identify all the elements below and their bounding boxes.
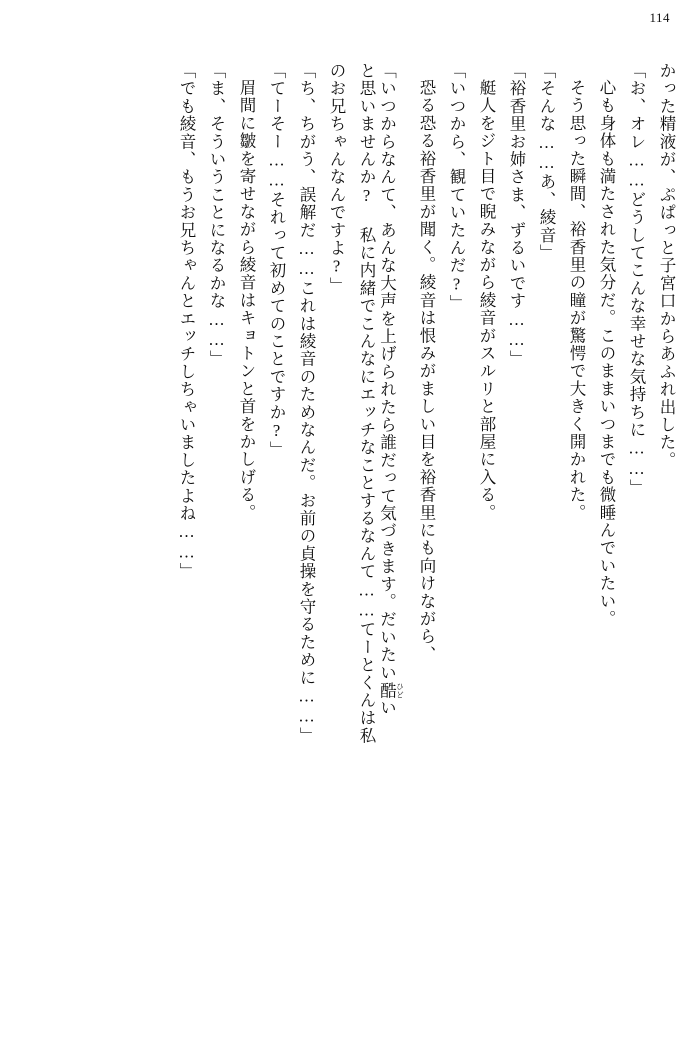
text-line: そう思った瞬間、裕香里の瞳が驚愕で大きく開かれた。 [567,79,586,522]
text-line: のお兄ちゃんなんですよ?」 [327,62,346,295]
text-line: 「でも綾音、もうお兄ちゃんとエッチしちゃいましたよね……」 [177,62,196,581]
vertical-text-body [26,62,674,1022]
text-line: 恐る恐る裕香里が聞く。綾音は恨みがましい目を裕香里にも向けながら、 [417,79,436,664]
text-line-with-ruby [374,62,404,1020]
text-line: 「ち、ちがう、誤解だ……これは綾音のためなんだ。お前の貞操を守るために……」 [297,62,316,745]
text-line: 「そんな……あ、綾音」 [537,62,556,262]
text-line: 「裕香里お姉さま、ずるいです……」 [507,62,526,368]
ruby-annotation: 酷 ひど [377,681,405,700]
text-line: 「ま、そういうことになるかな……」 [207,62,226,368]
text-line: 「いつから、観ていたんだ?」 [447,62,466,313]
text-line: 「お、オレ……どうしてこんな幸せな気持ちに……」 [627,62,646,497]
page-number: 114 [649,10,670,25]
text-line: 心も身体も満たされた気分だ。このままいつまでも微睡んでいたい。 [597,79,616,628]
text-line: 眉間に皺を寄せながら綾音はキョトンと首をかしげる。 [237,79,256,522]
text-line: かった精液が、ぷぱっと子宮口からあふれ出した。 [657,62,676,470]
text-line: 「てーそー……それって初めてのことですか?」 [267,62,286,459]
text-line: 艇人をジト目で睨みながら綾音がスルリと部屋に入る。 [477,79,496,522]
line-text-part: 「いつからなんて、あんな大声を上げられたら誰だって気づきます。だいたい酷 ひどい [377,62,405,717]
text-line: と思いませんか? 私に内緒でこんなにエッチなことするなんて……てーとくんは私 [357,62,376,745]
